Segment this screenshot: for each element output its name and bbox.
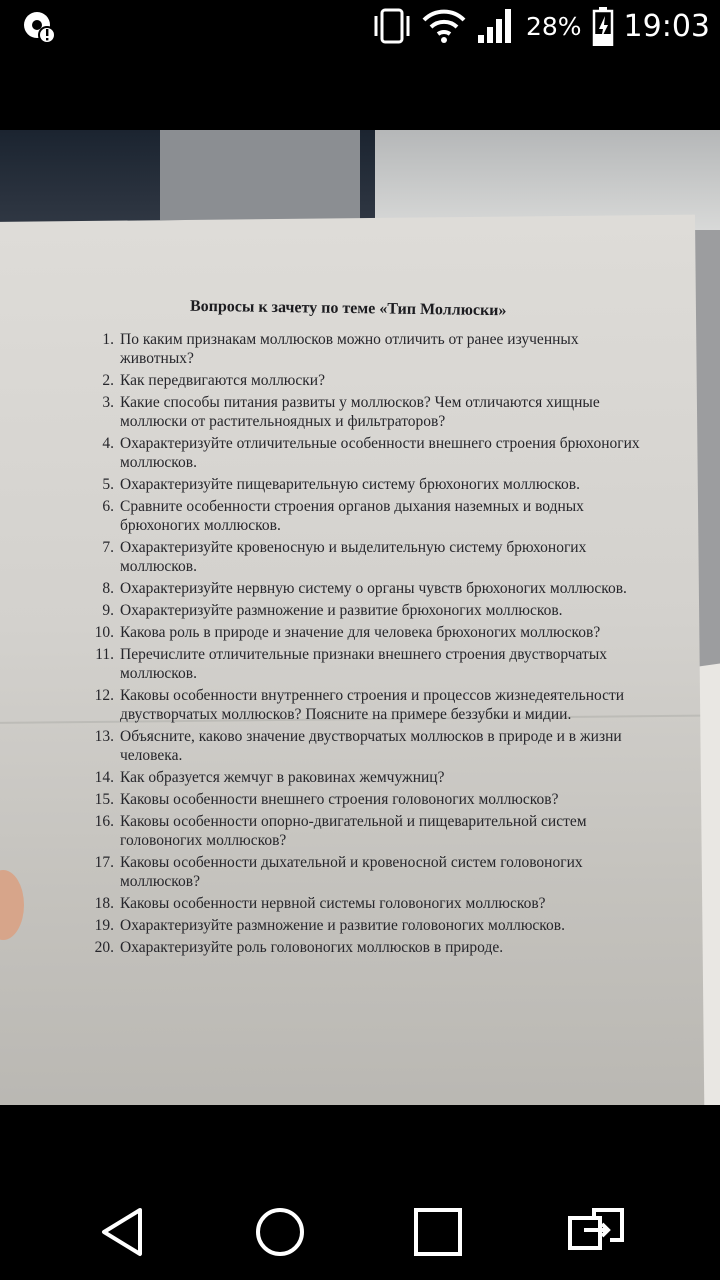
clock: 19:03 bbox=[623, 8, 710, 44]
signal-icon bbox=[476, 7, 516, 45]
question-text: Объясните, каково значение двустворчатых моллюсков в природе и в жизни человека. bbox=[120, 728, 622, 764]
question-item bbox=[88, 853, 648, 891]
navigation-bar bbox=[0, 1180, 720, 1280]
question-item bbox=[88, 645, 648, 683]
question-number: 11. bbox=[95, 646, 114, 663]
question-item bbox=[88, 916, 648, 935]
question-item bbox=[88, 894, 648, 913]
question-number: 19. bbox=[94, 917, 114, 934]
question-number: 2. bbox=[102, 372, 114, 389]
question-text: Охарактеризуйте отличительные особенности внешнего строения брюхоногих моллюсков. bbox=[120, 435, 640, 471]
question-number: 10. bbox=[94, 624, 114, 641]
question-item bbox=[88, 393, 648, 431]
question-number: 13. bbox=[94, 728, 114, 745]
question-item bbox=[88, 601, 648, 620]
question-text: Каковы особенности дыхательной и кровеносной систем головоногих моллюсков? bbox=[120, 854, 583, 890]
question-text: Сравните особенности строения органов дыхания наземных и водных брюхоногих моллюсков. bbox=[120, 498, 584, 534]
question-item bbox=[88, 768, 648, 787]
wifi-icon bbox=[422, 8, 466, 44]
question-number: 5. bbox=[102, 476, 114, 493]
question-item bbox=[88, 579, 648, 598]
question-text: Какова роль в природе и значение для человека брюхоногих моллюсков? bbox=[120, 624, 601, 641]
battery-percent: 28% bbox=[525, 11, 582, 41]
question-item bbox=[88, 686, 648, 724]
question-item bbox=[88, 538, 648, 576]
vibrate-icon bbox=[372, 6, 412, 46]
question-text: Как передвигаются моллюски? bbox=[120, 372, 325, 389]
question-number: 18. bbox=[94, 895, 114, 912]
question-item bbox=[88, 475, 648, 494]
question-number: 16. bbox=[94, 813, 114, 830]
home-icon[interactable] bbox=[250, 1202, 310, 1262]
question-item bbox=[88, 623, 648, 642]
question-text: По каким признакам моллюсков можно отличить от ранее изученных животных? bbox=[120, 331, 579, 367]
question-item bbox=[88, 434, 648, 472]
back-icon[interactable] bbox=[92, 1202, 152, 1262]
question-text: Каковы особенности нервной системы головоногих моллюсков? bbox=[120, 895, 546, 912]
battery-charging-icon bbox=[592, 6, 614, 46]
question-text: Каковы особенности опорно-двигательной и пищеварительной систем головоногих моллюсков? bbox=[120, 813, 587, 849]
question-text: Охарактеризуйте роль головоногих моллюсков в природе. bbox=[120, 939, 504, 956]
question-number: 15. bbox=[94, 791, 114, 808]
question-number: 8. bbox=[102, 580, 114, 597]
question-text: Охарактеризуйте размножение и развитие брюхоногих моллюсков. bbox=[120, 602, 563, 619]
question-text: Охарактеризуйте пищеварительную систему брюхоногих моллюсков. bbox=[120, 476, 580, 493]
question-list bbox=[88, 330, 648, 960]
question-text: Как образуется жемчуг в раковинах жемчужниц? bbox=[120, 769, 445, 786]
question-number: 9. bbox=[102, 602, 114, 619]
question-text: Перечислите отличительные признаки внешнего строения двустворчатых моллюсков. bbox=[120, 646, 607, 682]
question-number: 4. bbox=[102, 435, 114, 452]
question-number: 20. bbox=[94, 939, 114, 956]
document-photo bbox=[0, 130, 720, 1105]
status-bar bbox=[0, 0, 720, 52]
question-item bbox=[88, 812, 648, 850]
switch-apps-icon[interactable] bbox=[566, 1202, 626, 1262]
recents-icon[interactable] bbox=[408, 1202, 468, 1262]
question-item bbox=[88, 727, 648, 765]
question-item bbox=[88, 790, 648, 809]
question-text: Каковы особенности внешнего строения головоногих моллюсков? bbox=[120, 791, 559, 808]
question-item bbox=[88, 330, 648, 368]
question-item bbox=[88, 497, 648, 535]
question-item bbox=[88, 371, 648, 390]
question-number: 6. bbox=[102, 498, 114, 515]
question-number: 7. bbox=[102, 539, 114, 556]
question-number: 17. bbox=[94, 854, 114, 871]
question-text: Охарактеризуйте кровеносную и выделительную систему брюхоногих моллюсков. bbox=[120, 539, 587, 575]
question-number: 12. bbox=[94, 687, 114, 704]
question-number: 14. bbox=[94, 769, 114, 786]
question-text: Охарактеризуйте нервную систему о органы чувств брюхоногих моллюсков. bbox=[120, 580, 627, 597]
background-wall bbox=[160, 130, 360, 220]
page-title: Вопросы к зачету по теме «Тип Моллюски» bbox=[189, 297, 507, 320]
question-text: Охарактеризуйте размножение и развитие головоногих моллюсков. bbox=[120, 917, 565, 934]
question-item bbox=[88, 938, 648, 957]
question-number: 1. bbox=[102, 331, 114, 348]
question-number: 3. bbox=[102, 394, 114, 411]
notification-icon bbox=[22, 10, 56, 44]
question-text: Каковы особенности внутреннего строения и процессов жизнедеятельности двустворчатых моллюсков? Поясните на примере беззубки и мидии. bbox=[120, 687, 625, 723]
question-text: Какие способы питания развиты у моллюсков? Чем отличаются хищные моллюски от растительноядных и фильтраторов? bbox=[120, 394, 600, 430]
